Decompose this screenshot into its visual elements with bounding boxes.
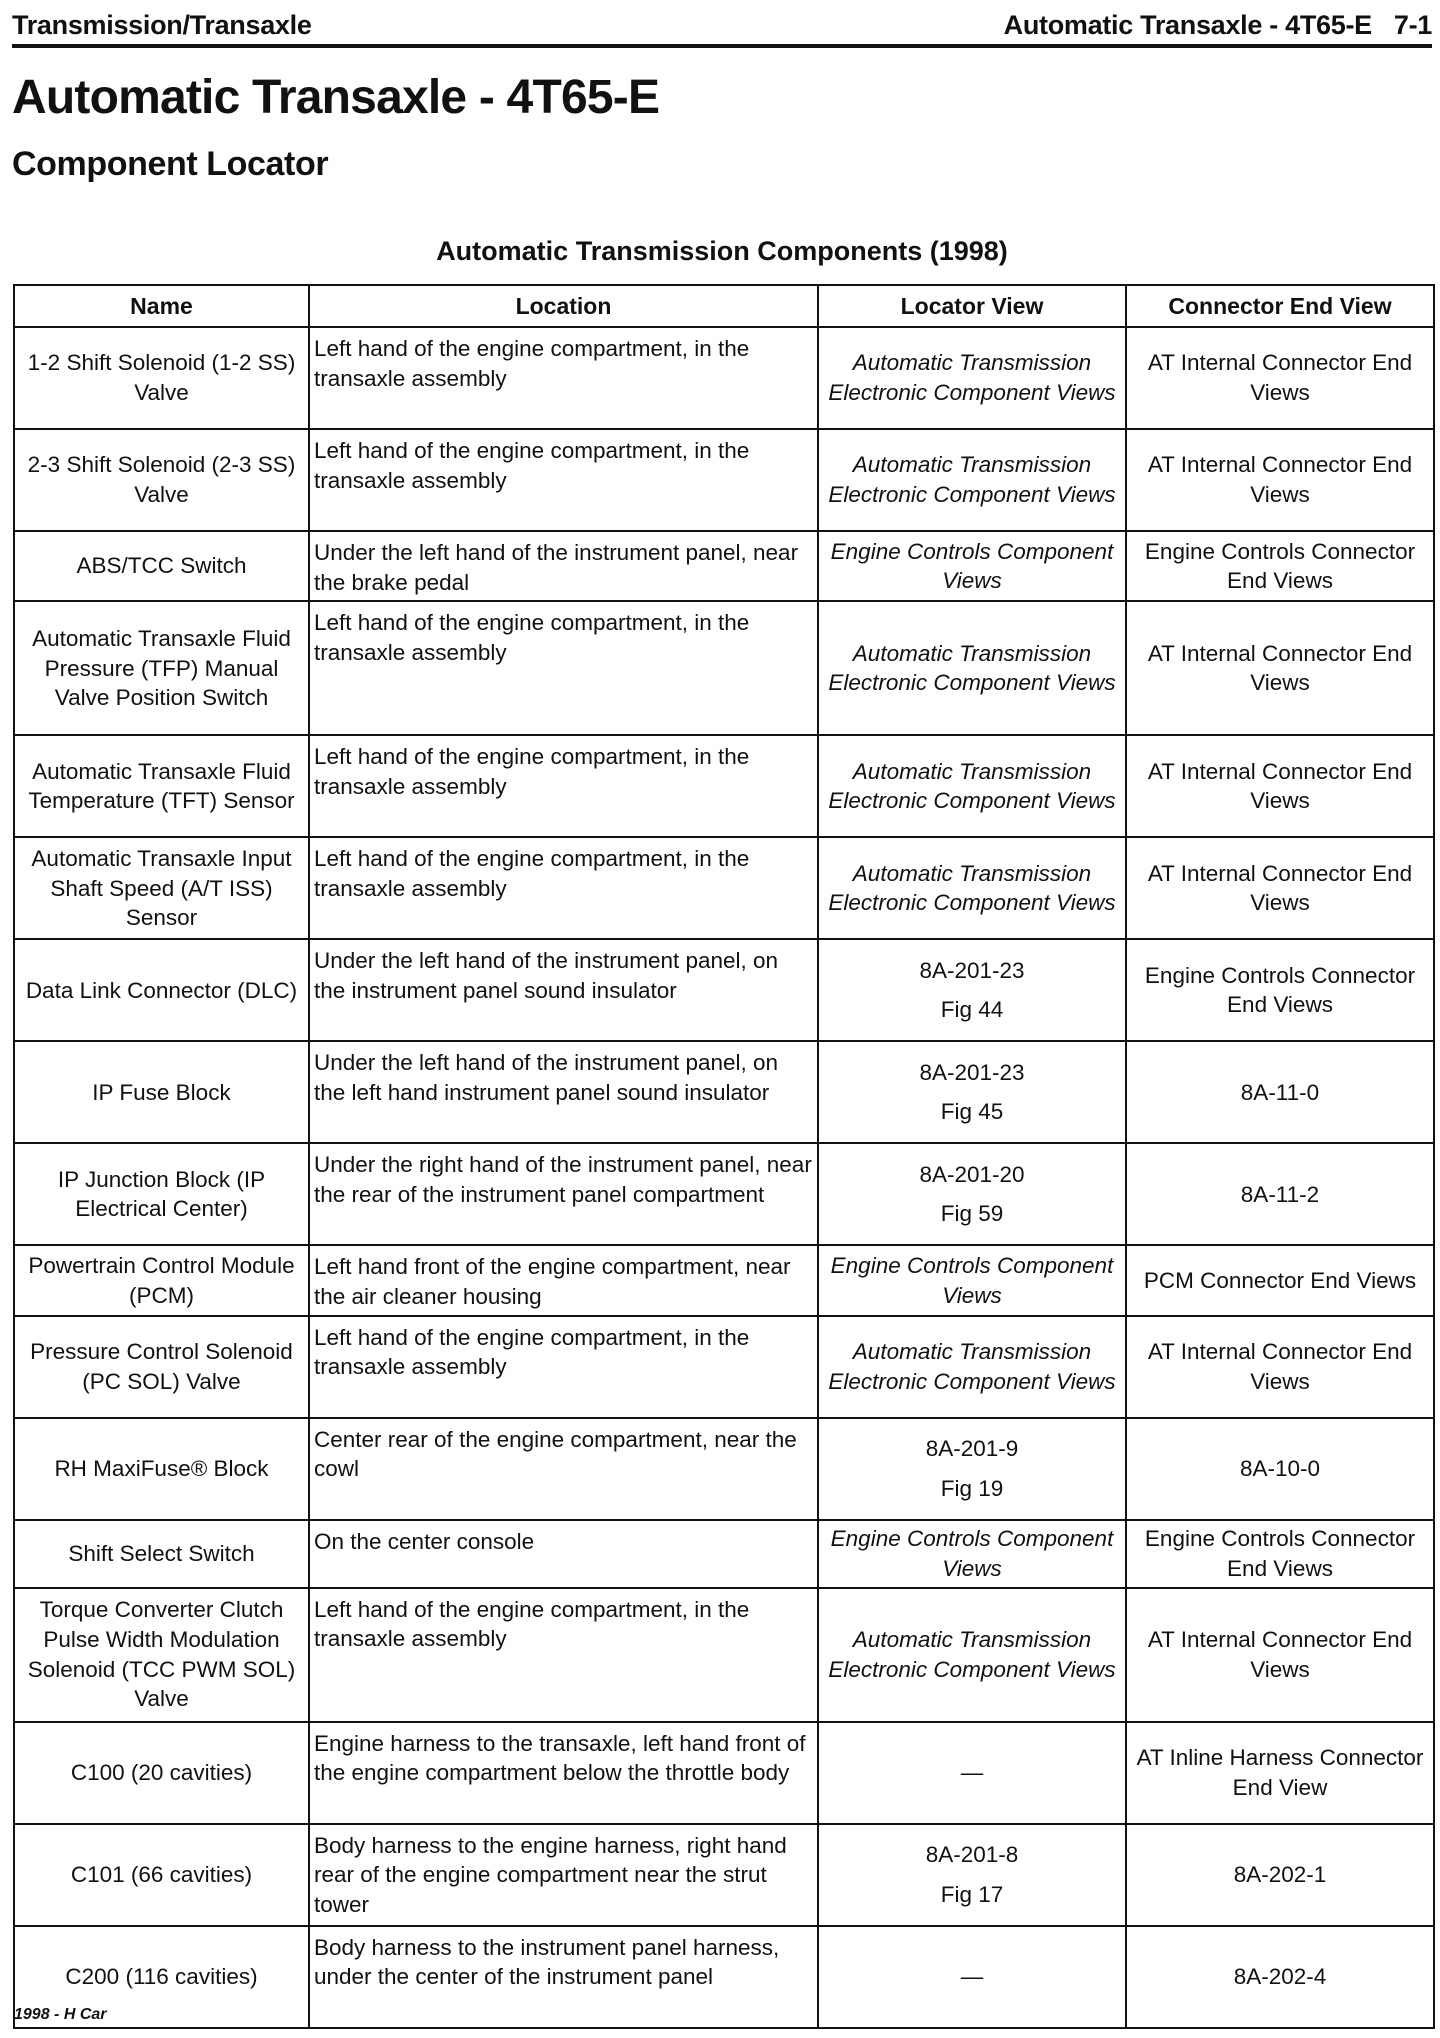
component-name: ABS/TCC Switch bbox=[14, 531, 309, 601]
component-location: Under the right hand of the instrument panel, near the rear of the instrument panel compartment bbox=[309, 1143, 818, 1245]
table-row bbox=[14, 1041, 1434, 1143]
connector-end-view: AT Internal Connector End Views bbox=[1126, 327, 1434, 429]
locator-view-cell bbox=[818, 1041, 1126, 1143]
locator-view: Automatic Transmission Electronic Component Views bbox=[828, 758, 1116, 814]
component-name: 1-2 Shift Solenoid (1-2 SS) Valve bbox=[14, 327, 309, 429]
connector-end-view: AT Inline Harness Connector End View bbox=[1126, 1722, 1434, 1824]
connector-end-view: AT Internal Connector End Views bbox=[1126, 837, 1434, 939]
running-header bbox=[12, 6, 1432, 48]
component-location: Engine harness to the transaxle, left hand front of the engine compartment below the throttle body bbox=[309, 1722, 818, 1824]
component-location: Left hand of the engine compartment, in the transaxle assembly bbox=[309, 327, 818, 429]
locator-view-cell bbox=[818, 939, 1126, 1041]
locator-view: 8A-201-20 bbox=[919, 1161, 1025, 1187]
component-location: Center rear of the engine compartment, near the cowl bbox=[309, 1418, 818, 1520]
page-footer: 1998 - H Car bbox=[14, 2006, 107, 2023]
connector-end-view: Engine Controls Connector End Views bbox=[1126, 1520, 1434, 1588]
component-name: Powertrain Control Module (PCM) bbox=[14, 1245, 309, 1315]
locator-view: — bbox=[960, 1759, 984, 1785]
component-name: C200 (116 cavities) bbox=[14, 1926, 309, 2028]
component-location: Left hand front of the engine compartment, near the air cleaner housing bbox=[309, 1245, 818, 1315]
locator-view: 8A-201-8 bbox=[925, 1842, 1019, 1868]
locator-view-cell bbox=[818, 1520, 1126, 1588]
component-location: Under the left hand of the instrument panel, on the instrument panel sound insulator bbox=[309, 939, 818, 1041]
chapter-name: Automatic Transaxle - 4T65-E bbox=[1003, 10, 1372, 40]
component-name: C101 (66 cavities) bbox=[14, 1824, 309, 1926]
locator-view: Engine Controls Component Views bbox=[830, 538, 1114, 594]
table-caption: Automatic Transmission Components (1998) bbox=[436, 236, 1008, 266]
components-table bbox=[13, 284, 1435, 2029]
page-title: Automatic Transaxle - 4T65-E bbox=[12, 71, 660, 124]
connector-end-view: AT Internal Connector End Views bbox=[1126, 1588, 1434, 1722]
component-name: Torque Converter Clutch Pulse Width Modulation Solenoid (TCC PWM SOL) Valve bbox=[14, 1588, 309, 1722]
component-name: Automatic Transaxle Input Shaft Speed (A/T ISS) Sensor bbox=[14, 837, 309, 939]
locator-view-cell bbox=[818, 837, 1126, 939]
table-row bbox=[14, 1588, 1434, 1722]
locator-view-cell bbox=[818, 1245, 1126, 1315]
component-location: Body harness to the engine harness, right hand rear of the engine compartment near the strut tower bbox=[309, 1824, 818, 1926]
connector-end-view: Engine Controls Connector End Views bbox=[1126, 531, 1434, 601]
locator-view-cell bbox=[818, 429, 1126, 531]
component-name: RH MaxiFuse® Block bbox=[14, 1418, 309, 1520]
component-name: IP Junction Block (IP Electrical Center) bbox=[14, 1143, 309, 1245]
locator-figure: Fig 45 bbox=[940, 1099, 1004, 1125]
component-location: Left hand of the engine compartment, in the transaxle assembly bbox=[309, 1588, 818, 1722]
locator-view-cell bbox=[818, 601, 1126, 735]
locator-view-cell bbox=[818, 327, 1126, 429]
locator-view-cell bbox=[818, 1722, 1126, 1824]
locator-view: — bbox=[960, 1963, 984, 1989]
locator-figure: Fig 44 bbox=[940, 997, 1004, 1023]
locator-view: Automatic Transmission Electronic Component Views bbox=[828, 350, 1116, 405]
table-row bbox=[14, 1824, 1434, 1926]
component-location: Left hand of the engine compartment, in the transaxle assembly bbox=[309, 601, 818, 735]
component-location: Left hand of the engine compartment, in the transaxle assembly bbox=[309, 1316, 818, 1418]
component-name: 2-3 Shift Solenoid (2-3 SS) Valve bbox=[14, 429, 309, 531]
table-header-row bbox=[14, 285, 1434, 327]
locator-view: 8A-201-9 bbox=[925, 1436, 1019, 1462]
locator-view-cell bbox=[818, 1316, 1126, 1418]
locator-view: 8A-201-23 bbox=[919, 1059, 1025, 1085]
table-row bbox=[14, 1926, 1434, 2028]
table-row bbox=[14, 1143, 1434, 1245]
locator-view: Engine Controls Component Views bbox=[830, 1252, 1114, 1308]
connector-end-view: 8A-11-0 bbox=[1126, 1041, 1434, 1143]
table-row bbox=[14, 1520, 1434, 1588]
locator-view-cell bbox=[818, 1418, 1126, 1520]
table-row bbox=[14, 939, 1434, 1041]
connector-end-view: 8A-11-2 bbox=[1126, 1143, 1434, 1245]
column-header-locator-view: Locator View bbox=[818, 285, 1126, 327]
locator-view-cell bbox=[818, 1143, 1126, 1245]
component-location: On the center console bbox=[309, 1520, 818, 1588]
locator-view-cell bbox=[818, 1824, 1126, 1926]
table-row bbox=[14, 1316, 1434, 1418]
column-header-location: Location bbox=[309, 285, 818, 327]
chapter-title bbox=[1004, 10, 1432, 41]
component-name: IP Fuse Block bbox=[14, 1041, 309, 1143]
table-row bbox=[14, 735, 1434, 837]
locator-view: Engine Controls Component Views bbox=[830, 1526, 1114, 1581]
component-location: Left hand of the engine compartment, in the transaxle assembly bbox=[309, 735, 818, 837]
table-row bbox=[14, 601, 1434, 735]
table-row bbox=[14, 837, 1434, 939]
page-number: 7-1 bbox=[1393, 10, 1432, 40]
connector-end-view: Engine Controls Connector End Views bbox=[1126, 939, 1434, 1041]
component-name: Data Link Connector (DLC) bbox=[14, 939, 309, 1041]
locator-view-cell bbox=[818, 531, 1126, 601]
connector-end-view: AT Internal Connector End Views bbox=[1126, 735, 1434, 837]
component-location: Left hand of the engine compartment, in the transaxle assembly bbox=[309, 837, 818, 939]
locator-view-cell bbox=[818, 1926, 1126, 2028]
locator-view-cell bbox=[818, 735, 1126, 837]
component-name: Automatic Transaxle Fluid Temperature (TFT) Sensor bbox=[14, 735, 309, 837]
locator-view: Automatic Transmission Electronic Component Views bbox=[828, 1339, 1116, 1394]
component-location: Left hand of the engine compartment, in the transaxle assembly bbox=[309, 429, 818, 531]
column-header-connector-end-view: Connector End View bbox=[1126, 285, 1434, 327]
locator-view: 8A-201-23 bbox=[919, 957, 1025, 983]
connector-end-view: 8A-202-1 bbox=[1126, 1824, 1434, 1926]
table-row bbox=[14, 1418, 1434, 1520]
component-name: Shift Select Switch bbox=[14, 1520, 309, 1588]
component-location: Under the left hand of the instrument panel, on the left hand instrument panel sound insulator bbox=[309, 1041, 818, 1143]
component-name: Pressure Control Solenoid (PC SOL) Valve bbox=[14, 1316, 309, 1418]
table-row bbox=[14, 429, 1434, 531]
locator-figure: Fig 19 bbox=[940, 1475, 1004, 1501]
locator-view: Automatic Transmission Electronic Component Views bbox=[828, 640, 1116, 696]
column-header-name: Name bbox=[14, 285, 309, 327]
table-row bbox=[14, 1245, 1434, 1315]
locator-view: Automatic Transmission Electronic Component Views bbox=[828, 452, 1116, 507]
connector-end-view: AT Internal Connector End Views bbox=[1126, 601, 1434, 735]
locator-view: Automatic Transmission Electronic Component Views bbox=[828, 1627, 1116, 1682]
section-name: Transmission/Transaxle bbox=[12, 10, 312, 40]
table-row bbox=[14, 327, 1434, 429]
locator-figure: Fig 17 bbox=[940, 1881, 1004, 1907]
component-location: Under the left hand of the instrument panel, near the brake pedal bbox=[309, 531, 818, 601]
connector-end-view: PCM Connector End Views bbox=[1126, 1245, 1434, 1315]
locator-figure: Fig 59 bbox=[940, 1201, 1004, 1227]
connector-end-view: 8A-10-0 bbox=[1126, 1418, 1434, 1520]
component-name: C100 (20 cavities) bbox=[14, 1722, 309, 1824]
connector-end-view: AT Internal Connector End Views bbox=[1126, 1316, 1434, 1418]
component-name: Automatic Transaxle Fluid Pressure (TFP) Manual Valve Position Switch bbox=[14, 601, 309, 735]
locator-view-cell bbox=[818, 1588, 1126, 1722]
component-location: Body harness to the instrument panel harness, under the center of the instrument panel bbox=[309, 1926, 818, 2028]
locator-view: Automatic Transmission Electronic Component Views bbox=[828, 860, 1116, 916]
page-subtitle: Component Locator bbox=[12, 145, 329, 183]
connector-end-view: AT Internal Connector End Views bbox=[1126, 429, 1434, 531]
table-row bbox=[14, 531, 1434, 601]
connector-end-view: 8A-202-4 bbox=[1126, 1926, 1434, 2028]
table-row bbox=[14, 1722, 1434, 1824]
table-body bbox=[14, 327, 1434, 2028]
